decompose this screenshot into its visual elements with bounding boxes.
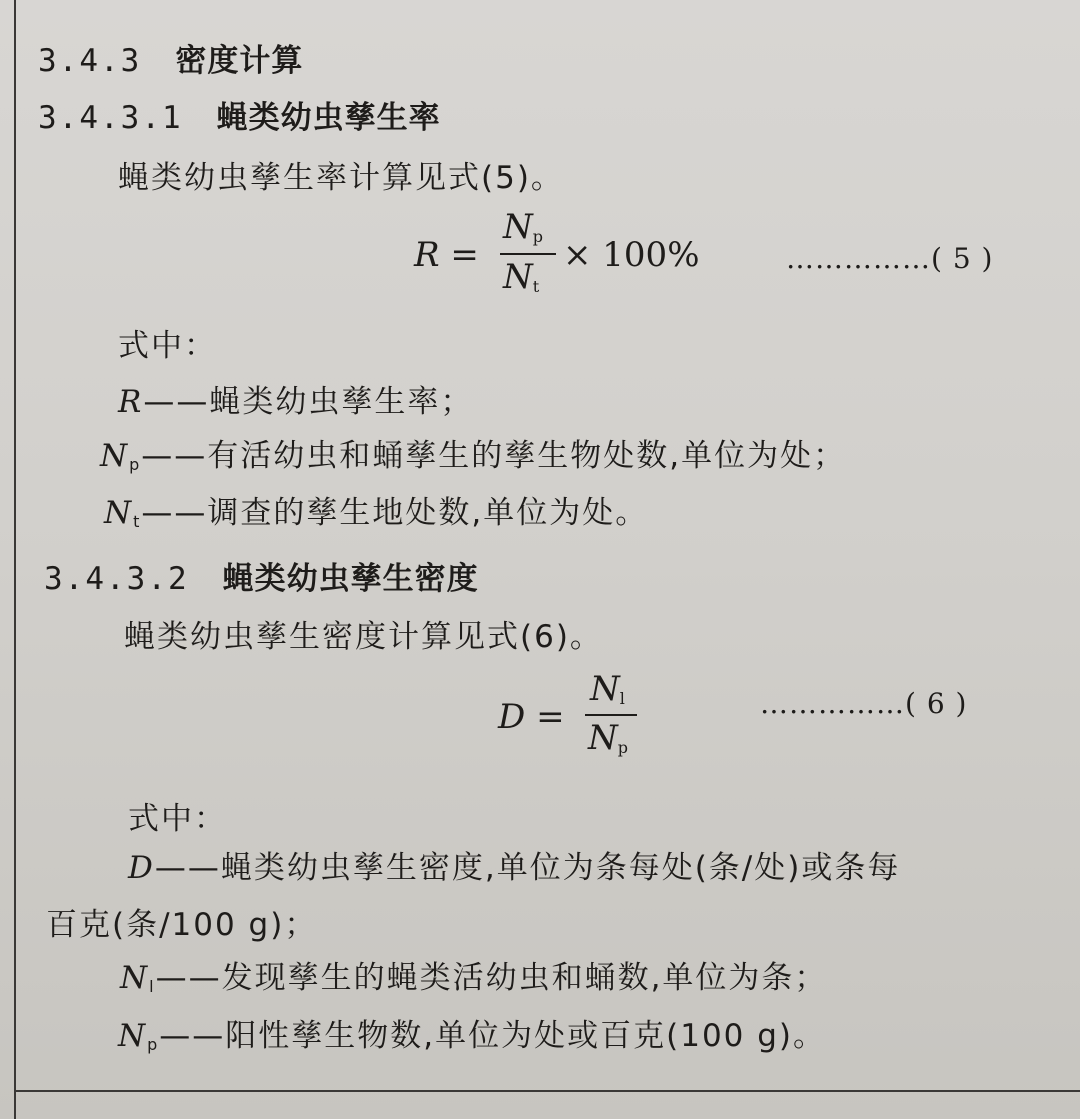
subsection-2-heading	[44, 561, 479, 597]
subsection-2-title: 蝇类幼虫孳生密度	[222, 561, 479, 597]
definition-d-continued: 百克(条/100 g)；	[46, 907, 318, 943]
subsection-2-number: 3.4.3.2	[44, 561, 189, 597]
formula-6-lhs: D =	[498, 697, 565, 737]
definition-d: D——蝇类幼虫孳生密度,单位为条每处(条/处)或条每	[128, 850, 901, 886]
formula-5-rhs: × 100%	[563, 235, 700, 275]
subsection-1-heading	[38, 100, 441, 136]
subsection-1-title: 蝇类幼虫孳生率	[216, 100, 441, 136]
subsection-1-intro: 蝇类幼虫孳生率计算见式(5)。	[118, 160, 564, 196]
formula-6-numerator: $N_l$	[590, 669, 625, 709]
definition-nt: $N_t——$调查的孳生地处数,单位为处。	[104, 495, 649, 531]
subsection-1-where: 式中：	[118, 328, 217, 364]
section-heading	[38, 43, 304, 79]
definition-np-2: $N_p——$阳性孳生物数,单位为处或百克(100 g)。	[118, 1018, 827, 1054]
formula-6-label: ……………( 6 )	[760, 687, 968, 720]
page-border-left	[14, 0, 16, 1119]
section-title: 密度计算	[175, 43, 304, 79]
definition-r: R——蝇类幼虫孳生率；	[118, 384, 474, 420]
page-border-bottom	[14, 1090, 1080, 1092]
subsection-1-number: 3.4.3.1	[38, 100, 183, 136]
formula-6-fraction-bar	[585, 714, 637, 716]
definition-nl: $N_l——$发现孳生的蝇类活幼虫和蛹数,单位为条；	[120, 960, 828, 996]
section-number: 3.4.3	[38, 43, 142, 79]
formula-5-denominator: $N_t$	[503, 257, 540, 297]
formula-5-numerator: $N_p$	[503, 207, 543, 247]
formula-5-label: ……………( 5 )	[786, 242, 994, 275]
subsection-2-intro: 蝇类幼虫孳生密度计算见式(6)。	[124, 619, 603, 655]
definition-np-1: $N_p——$有活幼虫和蛹孳生的孳生物处数,单位为处；	[100, 438, 847, 474]
formula-5-fraction-bar	[500, 253, 556, 255]
formula-6-denominator: $N_p$	[588, 718, 628, 758]
subsection-2-where: 式中：	[128, 801, 227, 837]
formula-5-lhs: R =	[414, 235, 479, 275]
